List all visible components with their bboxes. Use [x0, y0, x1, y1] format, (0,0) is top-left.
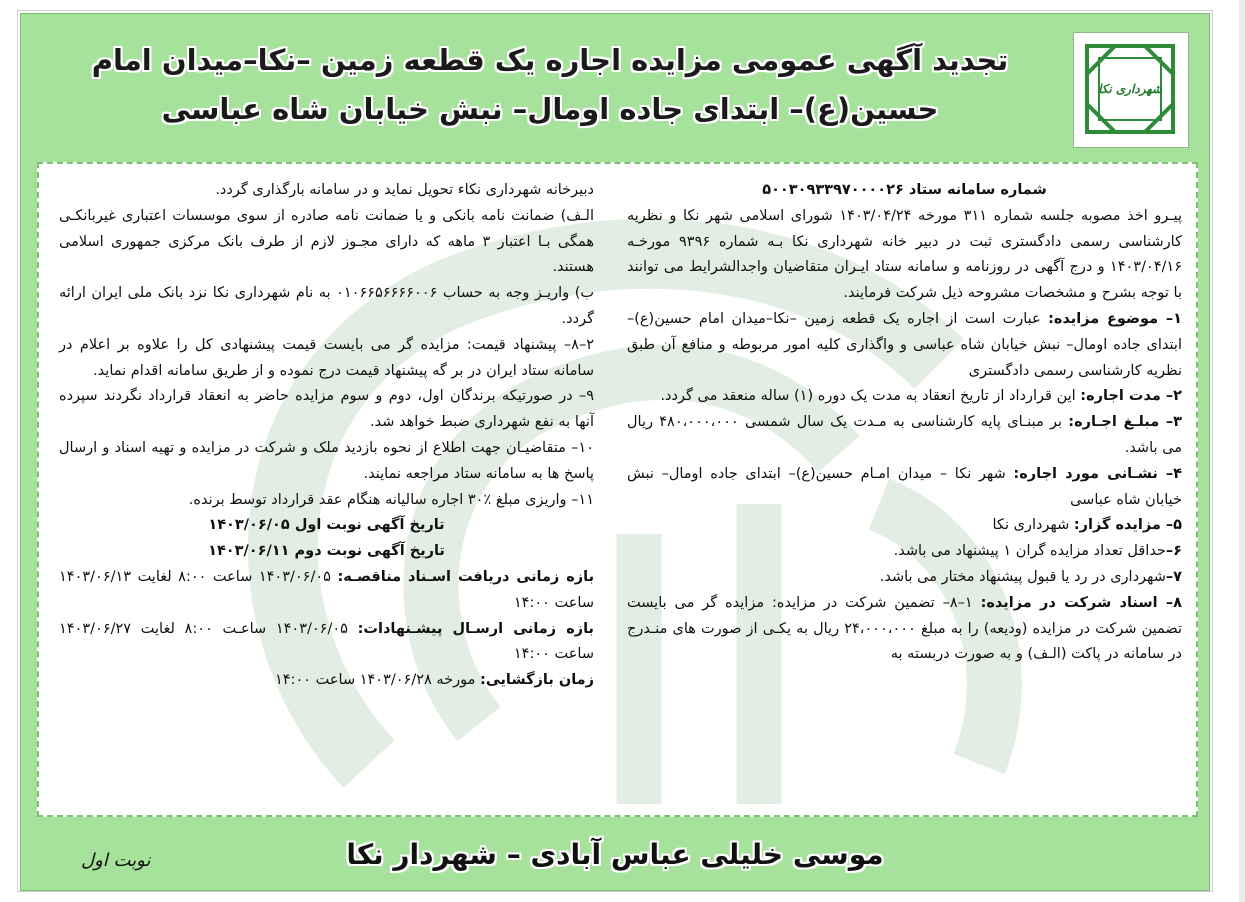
submit-period-text: ۱۴۰۳/۰۶/۰۵ ساعـت ۸:۰۰ لغایت ۱۴۰۳/۰۶/۲۷ ساعت ۱۴:۰۰ [59, 620, 594, 663]
item-8-label: ۸– اسناد شرکت در مزایده: [980, 594, 1182, 611]
item-4-text: شهر نکا – میدان امـام حسین(ع)– ابتدای جاده اومال– نبش خیابان شاه عباسی [627, 465, 1182, 508]
item-3-label: ۳– مبلـغ اجـاره: [1068, 414, 1182, 431]
item-7-label: ۷– [1165, 568, 1182, 585]
round-label: نوبت اول [81, 850, 151, 871]
guarantee-b: ب) واریـز وجه به حساب ۰۱۰۶۶۵۶۶۶۶۰۰۶ به نام شهرداری نکا نزد بانک ملی ایران ارائه گردد. [59, 285, 594, 327]
item-8-text: ۱–۸– تضمین شرکت در مزایده: مزایده گر می بایست تضمین شرکت در مزایده (ودیعه) را به مبلغ ۲۴،۰۰۰،۰۰۰ ریال به یکـی از صورت های منـدرج در سامانه در پاکت (الـف) و به صورت دربسته به [627, 594, 1182, 663]
item-6 [627, 539, 1182, 565]
receive-period [59, 565, 594, 617]
item-3-text: بر مبنـای پایه کارشناسی به مـدت یک سال شمسی ۴۸۰،۰۰۰،۰۰۰ ریال می باشد. [627, 414, 1182, 456]
item-1-label: ۱– موضوع مزایده: [1048, 310, 1182, 327]
item-9: ۹– در صورتیکه برندگان اول، دوم و سوم مزایده حاضر به انعقاد قرارداد نگردند سپرده آنها به نفع شهرداری ضبط خواهد شد. [59, 388, 594, 431]
item-8 [627, 591, 1182, 668]
title-line-2: حسین(ع)– ابتدای جاده اومال– نبش خیابان شاه عباسی [161, 92, 939, 126]
item-10: ۱۰– متقاضیـان جهت اطلاع از نحوه بازدید ملک و شرکت در مزایده و تهیه اسناد و ارسال پاسخ ها به سامانه ستاد مراجعه نمایند. [59, 439, 594, 482]
item-2 [627, 384, 1182, 410]
item-1 [627, 307, 1182, 384]
submit-period-label: بازه زمانی ارسـال پیشـنهادات: [357, 620, 594, 637]
advertisement-page [17, 10, 1213, 892]
date-second-notice: تاریخ آگهی نوبت دوم ۱۴۰۳/۰۶/۱۱ [208, 543, 445, 560]
intro-paragraph: پیـرو اخذ مصوبه جلسه شماره ۳۱۱ مورخه ۱۴۰۳/۰۴/۲۴ شورای اسلامی شهر نکا و نظریه کارشناسی رسمی دادگستری ثبت در دبیر خانه شهرداری نکا بـه شماره ۹۳۹۶ مورخـه ۱۴۰۳/۰۴/۱۶ و درج آگهی در روزنامه و سامانه ستاد ایـران متقاضیان واجدالشرایط می توانند با توجه بشرح و مشخصات مشروحه ذیل شرکت فرمایند. [627, 207, 1182, 302]
item-8-2: ۲–۸– پیشنهاد قیمت: مزایده گر می بایست قیمت پیشنهادی کل را علاوه بر اعلام در سامانه ستاد ایران در بر گه پیشنهاد قیمت درج نموده و از طریق سامانه اقدام نماید. [59, 336, 594, 379]
opening-time [59, 668, 594, 694]
receive-period-label: بازه زمانی دریافت اسـناد مناقصـه: [337, 568, 595, 585]
logo-text: شهرداری نکا [1098, 82, 1162, 96]
submit-period [59, 617, 594, 669]
opening-time-label: زمان بازگشایی: [480, 672, 594, 689]
receive-period-text: ۱۴۰۳/۰۶/۰۵ ساعت ۸:۰۰ لغایت ۱۴۰۳/۰۶/۱۳ ساعت ۱۴:۰۰ [59, 568, 594, 611]
item-11: ۱۱– واریزی مبلغ ٪۳۰ اجاره سالیانه هنگام عقد قرارداد توسط برنده. [188, 491, 594, 508]
item-4-label: ۴– نشـانی مورد اجاره: [1013, 465, 1183, 482]
item-7-text: شهرداری در رد یا قبول پیشنهاد مختار می باشد. [879, 568, 1166, 585]
item-5-text: شهرداری نکا [992, 517, 1074, 534]
opening-time-text: مورخه ۱۴۰۳/۰۶/۲۸ ساعت ۱۴:۰۰ [274, 672, 481, 689]
title-line-1: تجدید آگهی عمومی مزایده اجاره یک قطعه زمین –نکا–میدان امام [91, 43, 1009, 77]
item-1-text: عبارت است از اجاره یک قطعه زمین –نکا–میدان امام حسین(ع)– ابتدای جاده اومال– نبش خیابان شاه عباسی و واگذاری کلیه امور مربوطه و منافع آن طبق نظریه کارشناسی رسمی دادگستری [627, 310, 1182, 379]
item-3 [627, 410, 1182, 462]
green-frame [20, 13, 1210, 891]
item-2-text: این قرارداد از تاریخ انعقاد به مدت یک دوره (۱) ساله منعقد می گردد. [660, 388, 1081, 405]
continuation-1: دبیرخانه شهرداری نکاء تحویل نماید و در سامانه بارگذاری گردد. [215, 182, 594, 198]
page-edge [1239, 0, 1245, 902]
item-6-text: حداقل تعداد مزایده گران ۱ پیشنهاد می باشد. [893, 543, 1166, 560]
item-5-label: ۵– مزایده گزار: [1073, 517, 1182, 534]
guarantee-a: الـف) ضمانت نامه بانکی و یا ضمانت نامه صادره از سوی موسسات اعتباری غیربانکـی همگی بـا اعتبار ۳ ماهه که دارای مجـوز لازم از طرف بانک مرکزی جمهوری اسلامی هستند. [59, 207, 594, 276]
signer-name: موسی خلیلی عباس آبادی – شهردار نکا [346, 838, 884, 871]
notice-body [37, 162, 1198, 817]
item-2-label: ۲– مدت اجاره: [1080, 388, 1182, 405]
right-column [627, 178, 1182, 668]
footer [21, 824, 1209, 890]
municipality-logo [1073, 32, 1189, 148]
item-4 [627, 462, 1182, 514]
left-column [59, 178, 594, 694]
page-title [41, 36, 1059, 134]
header [21, 14, 1209, 156]
item-6-label: ۶– [1165, 543, 1182, 560]
system-number: شماره سامانه ستاد ۵۰۰۳۰۹۳۳۹۷۰۰۰۰۲۶ [762, 182, 1047, 198]
item-5 [627, 513, 1182, 539]
item-7 [627, 565, 1182, 591]
date-first-notice: تاریخ آگهی نوبت اول ۱۴۰۳/۰۶/۰۵ [208, 517, 445, 534]
